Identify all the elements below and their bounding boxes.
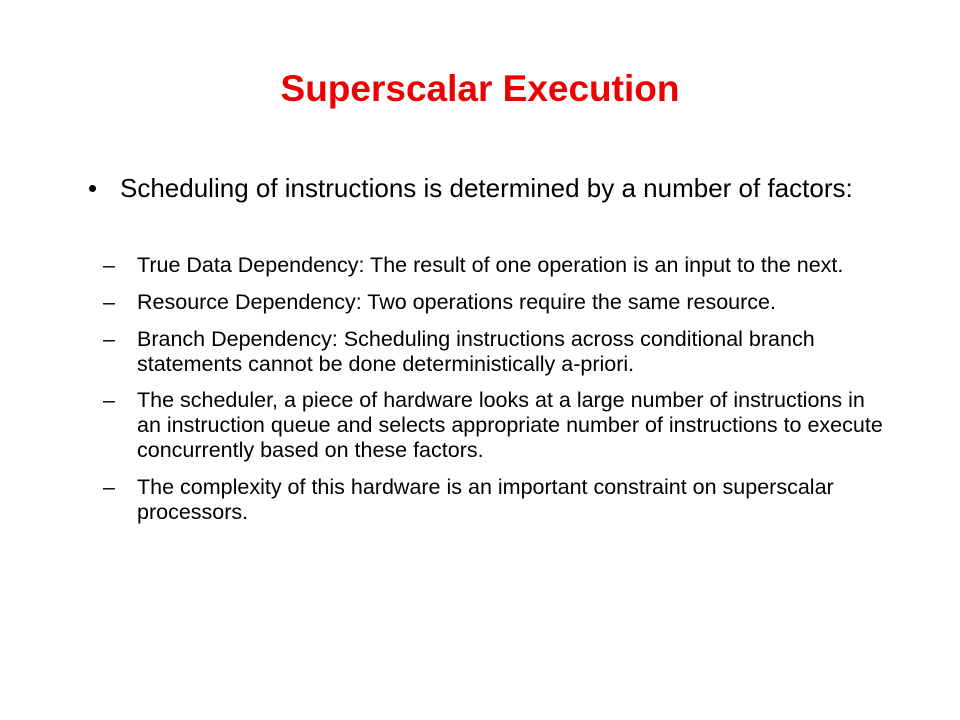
main-bullet — [88, 174, 888, 203]
dash-marker: – — [103, 326, 115, 351]
sub-bullet-text: The scheduler, a piece of hardware looks at a large number of instructions in an instruction queue and selects appropriate number of instructions to execute concurrently based on these factors. — [137, 388, 883, 463]
sub-bullet-text: Resource Dependency: Two operations require the same resource. — [137, 289, 776, 314]
sub-bullet-complexity — [103, 475, 893, 525]
dash-marker: – — [103, 388, 115, 413]
sub-bullet-text: Branch Dependency: Scheduling instructions across conditional branch statements cannot be done deterministically a-priori. — [137, 326, 815, 376]
dash-marker: – — [103, 475, 115, 500]
main-bullet-text: Scheduling of instructions is determined by a number of factors: — [120, 173, 853, 203]
sub-bullet-resource-dependency — [103, 290, 893, 315]
dash-marker: – — [103, 289, 115, 314]
sub-bullet-list — [103, 253, 893, 537]
dash-marker: – — [103, 253, 115, 277]
sub-bullet-branch-dependency — [103, 327, 893, 377]
bullet-marker: • — [88, 173, 98, 203]
sub-bullet-text: True Data Dependency: The result of one operation is an input to the next. — [137, 253, 844, 277]
slide-title: Superscalar Execution — [280, 68, 680, 109]
sub-bullet-true-data-dependency — [103, 253, 893, 278]
sub-bullet-scheduler — [103, 388, 893, 463]
sub-bullet-text: The complexity of this hardware is an important constraint on superscalar processors. — [137, 475, 834, 525]
